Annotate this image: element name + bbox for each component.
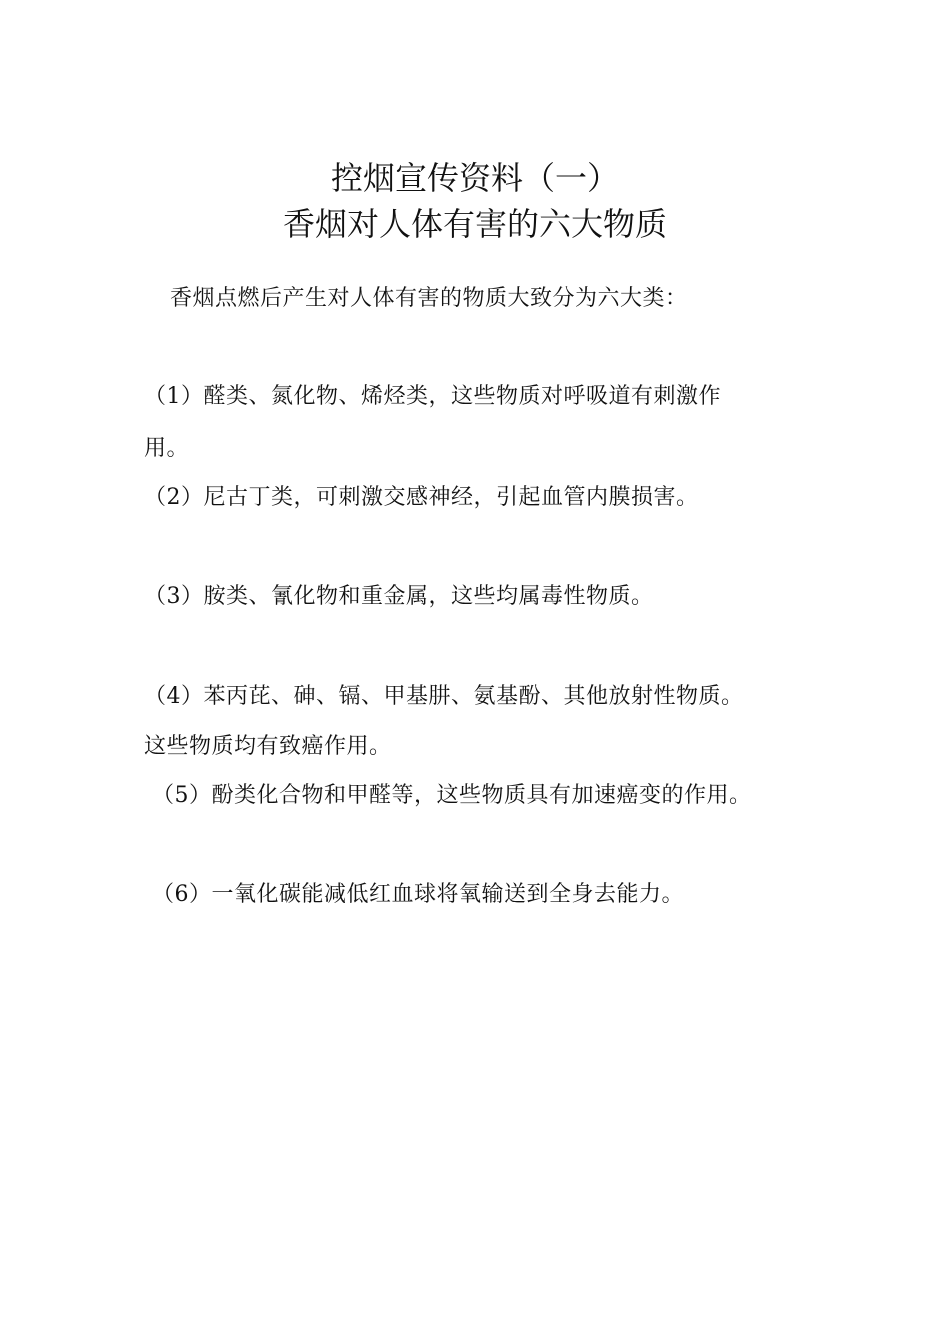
item-2: （2）尼古丁类，可刺激交感神经，引起血管内膜损害。 [144,485,699,510]
document-subtitle: 香烟对人体有害的六大物质 [282,205,667,243]
item-3: （3）胺类、氰化物和重金属，这些均属毒性物质。 [144,584,654,609]
item-1-line-2: 用。 [144,436,190,461]
item-4-line-1: （4）苯丙芘、砷、镉、甲基肼、氨基酚、其他放射性物质。 [144,684,744,709]
intro-paragraph: 香烟点燃后产生对人体有害的物质大致分为六大类： [170,286,688,311]
item-4-line-2: 这些物质均有致癌作用。 [144,734,392,759]
item-6: （6）一氧化碳能减低红血球将氧输送到全身去能力。 [152,882,684,907]
item-5: （5）酚类化合物和甲醛等，这些物质具有加速癌变的作用。 [152,783,752,808]
document-title: 控烟宣传资料（一） [330,159,619,197]
item-1-line-1: （1）醛类、氮化物、烯烃类，这些物质对呼吸道有刺激作 [144,384,721,409]
